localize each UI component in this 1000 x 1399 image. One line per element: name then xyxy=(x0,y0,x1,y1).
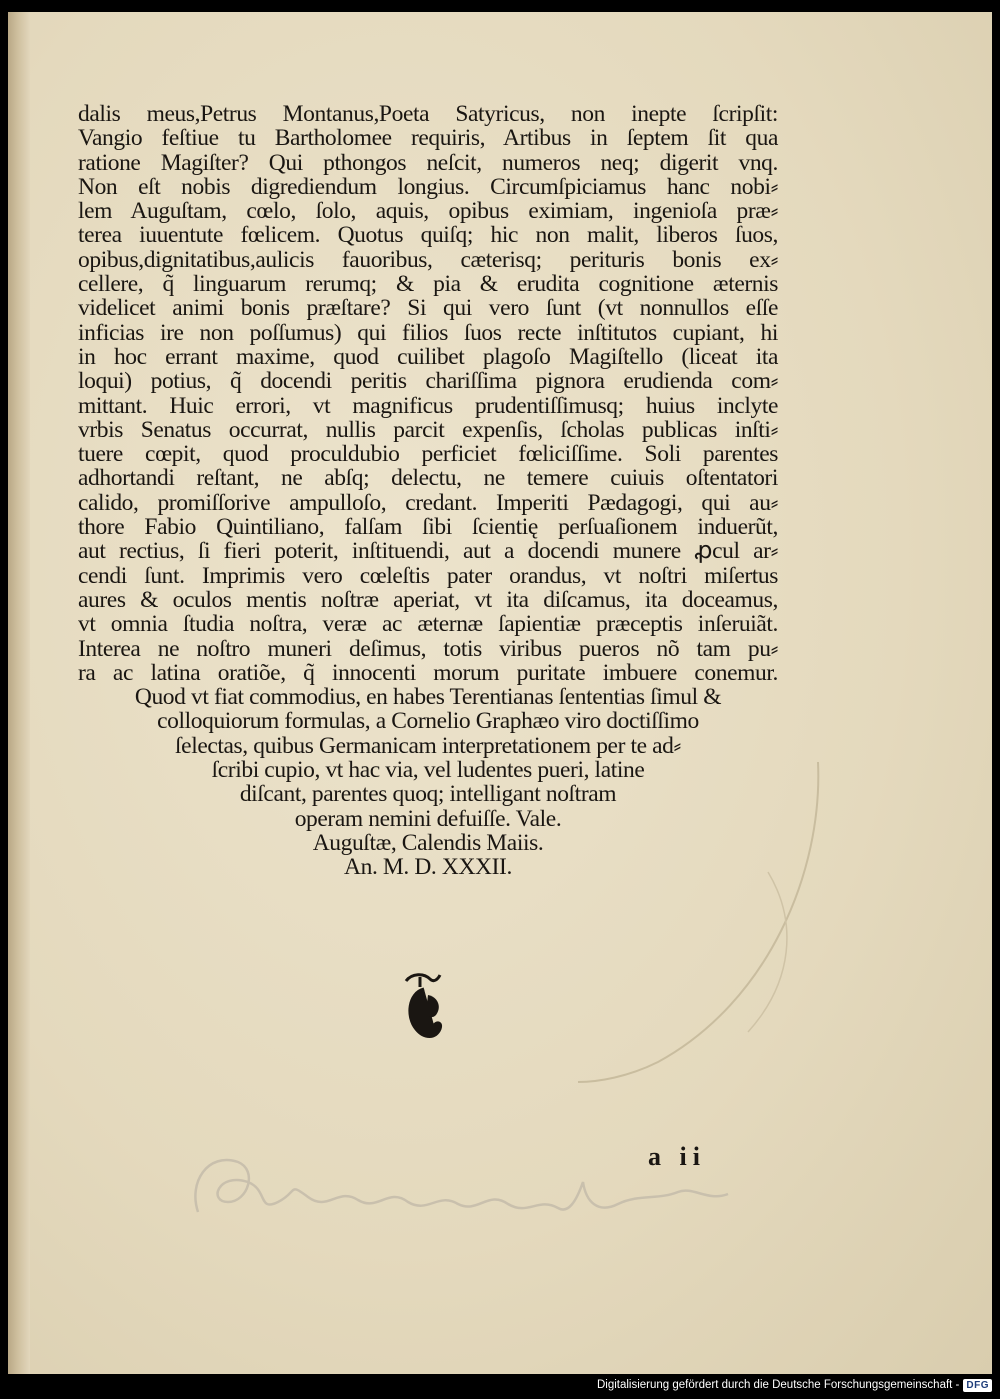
body-text xyxy=(78,102,778,880)
signature-mark: a ii xyxy=(648,1142,706,1171)
text-line: An. M. D. XXXII. xyxy=(344,854,512,881)
text-line: lem Auguſtam, cœlo, ſolo, aquis, opibus eximiam, ingenioſa præ⸗ xyxy=(78,198,778,225)
digitization-footer xyxy=(597,1376,992,1394)
page-binding-edge xyxy=(8,12,30,1374)
text-line: Vangio feſtiue tu Bartholomee requiris, Artibus in ſeptem ſit qua xyxy=(78,125,778,152)
text-line: ſcribi cupio, vt hac via, vel ludentes pueri, latine xyxy=(211,757,645,784)
text-line: aut rectius, ſi fieri poterit, inſtituendi, aut a docendi munere ꝓcul ar⸗ xyxy=(78,538,778,565)
text-line: Auguſtæ, Calendis Maiis. xyxy=(312,829,544,856)
text-line: cendi ſunt. Imprimis vero cœleſtis pater orandus, vt noſtri miſertus xyxy=(78,562,778,589)
text-line: ra ac latina oratiõe, q̃ innocenti morum puritate imbuere conemur. xyxy=(78,659,778,686)
text-line: adhortandi reſtant, ne abſq; delectu, ne temere cuiuis oſtentatori xyxy=(78,465,778,492)
text-line: dalis meus,Petrus Montanus,Poeta Satyricus, non inepte ſcripſit: xyxy=(78,101,778,127)
scanned-page xyxy=(8,12,992,1374)
text-line: vt omnia ſtudia noſtra, veræ ac æternæ ſapientiæ præceptis inſeruiãt. xyxy=(78,611,778,638)
text-line: colloquiorum formulas, a Cornelio Graphæo viro doctiſſimo xyxy=(157,708,699,735)
text-line: diſcant, parentes quoq; intelligant noſtram xyxy=(239,781,617,808)
text-line: aures & oculos mentis noſtræ aperiat, vt ita diſcamus, ita doceamus, xyxy=(78,586,778,613)
dfg-logo: DFG xyxy=(963,1379,992,1392)
text-line: terea iuuentute fœlicem. Quotus quiſq; hic non malit, liberos ſuos, xyxy=(78,222,778,249)
pencil-handwriting-mark xyxy=(188,1142,748,1252)
text-line: tuere cœpit, quod proculdubio perficiet fœliciſſime. Soli parentes xyxy=(78,441,778,468)
text-line: opibus,dignitatibus,aulicis fauoribus, cæterisq; perituris bonis ex⸗ xyxy=(78,246,778,273)
text-line: loqui) potius, q̃ docendi peritis chariſſima pignora erudienda com⸗ xyxy=(78,368,778,395)
text-line: calido, promiſſorive ampulloſo, credant. Imperiti Pædagogi, qui au⸗ xyxy=(78,489,778,516)
text-line: vrbis Senatus occurrat, nullis parcit expenſis, ſcholas publicas inſti⸗ xyxy=(78,416,778,443)
text-line: Interea ne noſtro muneri deſimus, totis viribus pueros nõ tam pu⸗ xyxy=(78,635,778,662)
text-line: videlicet animi bonis præſtare? Si qui vero ſunt (vt nonnullos eſſe xyxy=(78,295,778,322)
text-line: Quod vt fiat commodius, en habes Terentianas ſententias ſimul & xyxy=(134,684,722,711)
text-line: cellere, q̃ linguarum rerumq; & pia & erudita cognitione æternis xyxy=(78,271,778,298)
text-line: inficias ire non poſſumus) qui filios ſuos recte inſtitutos cupiant, hi xyxy=(78,319,778,346)
text-line: Non eſt nobis digrediendum longius. Circumſpiciamus hanc nobi⸗ xyxy=(78,173,778,200)
text-line: ſelectas, quibus Germanicam interpretationem per te ad⸗ xyxy=(175,732,681,759)
text-line: ratione Magiſter? Qui pthongos neſcit, numeros neq; digerit vnq. xyxy=(78,149,778,176)
text-line: mittant. Huic errori, vt magnificus prudentiſſimusq; huius inclyte xyxy=(78,392,778,419)
fleuron-ornament-icon xyxy=(398,967,448,1047)
text-line: operam nemini defuiſſe. Vale. xyxy=(294,805,562,832)
text-line: thore Fabio Quintiliano, falſam ſibi ſcientię perſuaſionem induerũt, xyxy=(78,514,778,541)
text-line: in hoc errant maxime, quod cuilibet plagoſo Magiſtello (liceat ita xyxy=(78,343,778,370)
footer-text: Digitalisierung gefördert durch die Deutsche Forschungsgemeinschaft - xyxy=(596,1379,960,1391)
